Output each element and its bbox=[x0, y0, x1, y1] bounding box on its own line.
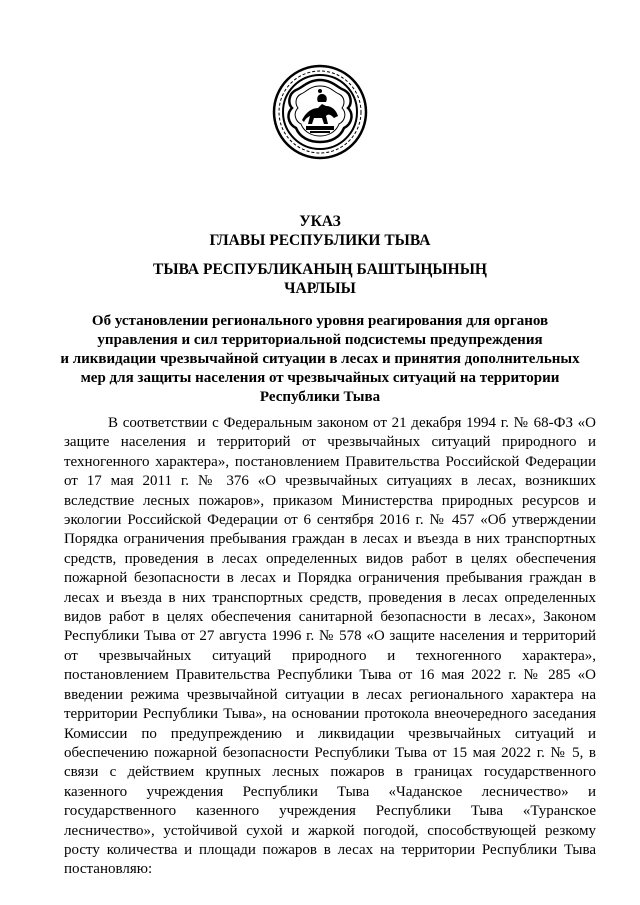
coat-of-arms-emblem bbox=[272, 64, 368, 160]
decree-subject-line: и ликвидации чрезвычайной ситуации в лесах и принятия дополнительных bbox=[60, 351, 580, 367]
decree-subject-line: управления и сил территориальной подсистемы предупреждения bbox=[97, 332, 543, 348]
decree-title bbox=[60, 212, 580, 250]
decree-subject-line: мер для защиты населения от чрезвычайных ситуаций на территории bbox=[80, 370, 560, 386]
body-paragraph: В соответствии с Федеральным законом от 21 декабря 1994 г. № 68-ФЗ «О защите населения и территорий от чрезвычайных ситуаций природного и техногенного характера», постановлением Правительства Российской Федерации от 17 мая 2011 г. № 376 «О чрезвычайных ситуациях в лесах, возникших вследствие лесных пожаров», приказом Министерства природных ресурсов и экологии Российской Федерации от 6 сентября 2016 г. № 457 «Об утверждении Порядка ограничения пребывания граждан в лесах и въезда в них транспортных средств, проведения в лесах определенных видов работ в целях обеспечения пожарной безопасности в лесах и Порядка ограничения пребывания граждан в лесах и въезда в них транспортных средств, проведения в лесах определенных видов работ в целях обеспечения санитарной безопасности в лесах», Законом Республики Тыва от 27 августа 1996 г. № 578 «О защите населения и территорий от чрезвычайных ситуаций природного и техногенного характера», постановлением Правительства Республики Тыва от 16 мая 2022 г. № 285 «О введении режима чрезвычайной ситуации в лесах регионального характера на территории Республики Тыва», на основании протокола внеочередного заседания Комиссии по предупреждению и ликвидации чрезвычайных ситуаций и обеспечению пожарной безопасности Республики Тыва от 15 мая 2022 г. № 5, в связи с действием крупных лесных пожаров в границах государственного казенного учреждения Республики Тыва «Чаданское лесничество» и государственного казенного учреждения Республики Тыва «Туранское лесничество», устойчивой сухой и жаркой погодой, способствующей резкому росту количества и площади пожаров в лесах на территории Республики Тыва постановляю: bbox=[64, 415, 596, 878]
decree-title-tuvan-line: ТЫВА РЕСПУБЛИКАНЫҢ БАШТЫҢЫНЫҢ bbox=[153, 261, 487, 278]
decree-body bbox=[64, 414, 596, 880]
decree-title-tuvan-line: ЧАРЛЫЫ bbox=[284, 280, 356, 297]
decree-title-tuvan bbox=[60, 260, 580, 298]
decree-subject bbox=[40, 312, 600, 407]
decree-subject-line: Республики Тыва bbox=[259, 389, 381, 405]
decree-title-line: УКАЗ bbox=[299, 213, 341, 230]
decree-title-line: ГЛАВЫ РЕСПУБЛИКИ ТЫВА bbox=[209, 232, 431, 249]
emblem-graphic bbox=[272, 64, 368, 160]
decree-subject-line: Об установлении регионального уровня реагирования для органов bbox=[91, 313, 549, 329]
